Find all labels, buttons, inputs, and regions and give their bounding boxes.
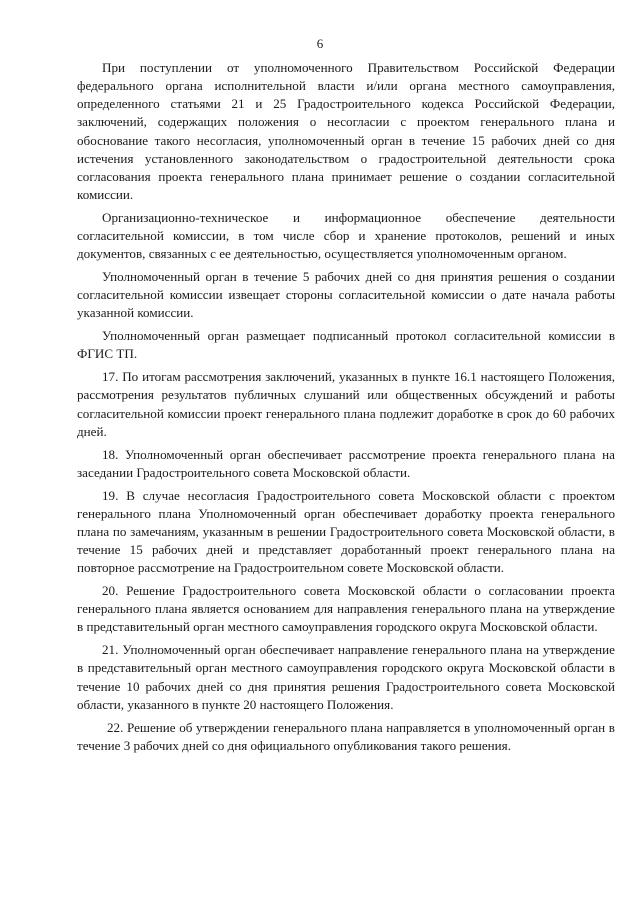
page-number: 6 (316, 36, 324, 51)
paragraph-commission-support: Организационно-техническое и информационное обеспечение деятельности согласительной комиссии, в том числе сбор и хранение протоколов, решений и иных документов, связанных с ее деятельностью, осуществляется уполномоченным органом. (77, 209, 615, 262)
paragraph-item-18: 18. Уполномоченный орган обеспечивает рассмотрение проекта генерального плана на заседании Градостроительного совета Московской области. (77, 446, 615, 480)
paragraph-commission-notice: Уполномоченный орган в течение 5 рабочих дней со дня принятия решения о создании согласительной комиссии извещает стороны согласительной комиссии о дате начала работы указанной комиссии. (77, 269, 615, 321)
paragraph-item-17: 17. По итогам рассмотрения заключений, указанных в пункте 16.1 настоящего Положения, рассмотрения результатов публичных слушаний или общественных обсуждений и работы согласительной комиссии проект генерального плана подлежит доработке в срок до 60 рабочих дней. (77, 369, 615, 439)
paragraph-item-22: 22. Решение об утверждении генерального плана направляется в уполномоченный орган в течение 3 рабочих дней со дня официального опубликования такого решения. (77, 719, 615, 753)
document-body (77, 59, 615, 760)
paragraph-item-21: 21. Уполномоченный орган обеспечивает направление генерального плана на утверждение в представительный орган местного самоуправления городского округа Московской области в течение 10 рабочих дней со дня принятия решения Градостроительного совета Московской области, указанного в пункте 20 настоящего Положения. (77, 642, 615, 712)
paragraph-item-20: 20. Решение Градостроительного совета Московской области о согласовании проекта генерального плана является основанием для направления генерального плана на утверждение в представительный орган местного самоуправления городского округа Московской области. (77, 583, 615, 635)
paragraph-protocol-publication: Уполномоченный орган размещает подписанный протокол согласительной комиссии в ФГИС ТП. (77, 328, 615, 362)
paragraph-item-19: 19. В случае несогласия Градостроительного совета Московской области с проектом генерального плана Уполномоченный орган обеспечивает доработку проекта генерального плана по замечаниям, указанным в решении Градостроительного совета Московской области, в течение 15 рабочих дней и представляет доработанный проект генерального плана на повторное рассмотрение на Градостроительном совете Московской области. (77, 487, 615, 576)
paragraph-commission-creation: При поступлении от уполномоченного Правительством Российской Федерации федерального органа исполнительной власти и/или органа местного самоуправления, определенного статьями 21 и 25 Градостроительного кодекса Российской Федерации, заключений, содержащих положения о несогласии с проектом генерального плана и обоснование такого несогласия, уполномоченный орган в течение 15 рабочих дней со дня истечения установленного законодательством о градостроительной деятельности срока согласования проекта генерального плана принимает решение о создании согласительной комиссии. (77, 60, 615, 203)
